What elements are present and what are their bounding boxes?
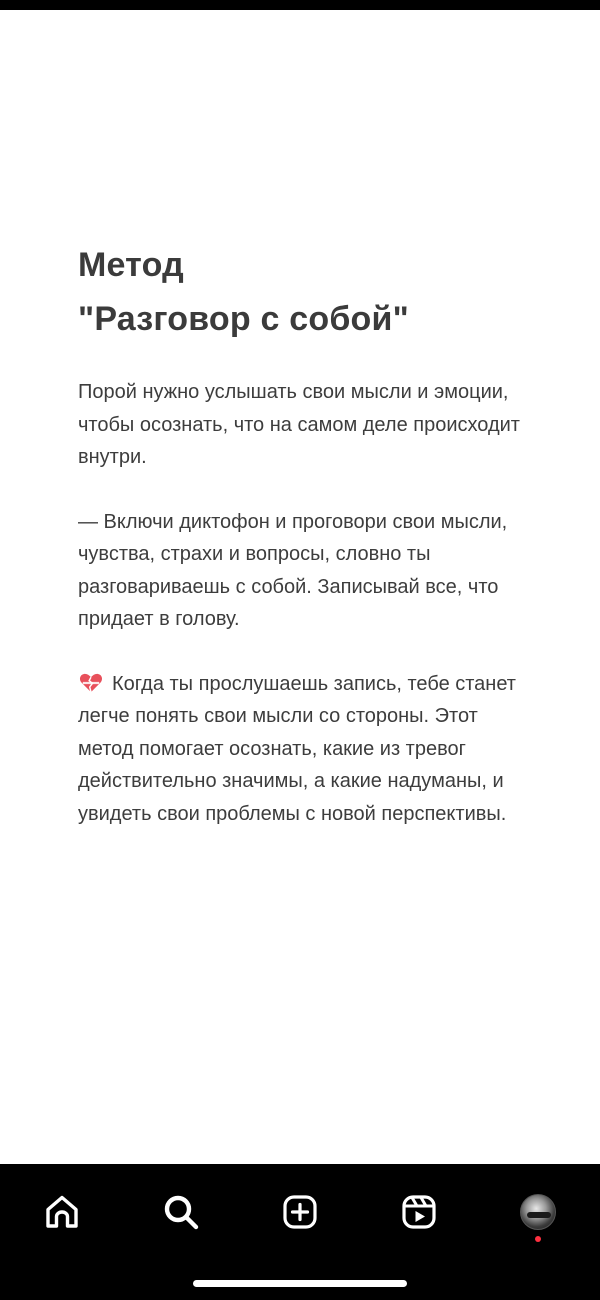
tab-search[interactable] [159,1190,203,1234]
home-indicator[interactable] [193,1280,407,1287]
post-title [78,238,538,346]
paragraph-instruction: — Включи диктофон и проговори свои мысли, чувства, страхи и вопросы, словно ты разговариваешь с собой. Записывай все, что придает в голову. [78,510,508,630]
tab-reels[interactable] [397,1190,441,1234]
search-icon [162,1193,200,1231]
home-icon [43,1193,81,1231]
reels-icon [400,1193,438,1231]
mending-heart-icon [78,673,104,693]
profile-notification-dot [535,1236,541,1242]
post-title-line-1: Метод [78,246,184,284]
paragraph-result-text: Когда ты прослушаешь запись, тебе станет легче понять свои мысли со стороны. Этот метод помогает осознать, какие из тревог действительно значимы, а какие надуманы, и увидеть свои проблемы с новой перспективы. [78,672,516,825]
tab-home[interactable] [40,1190,84,1234]
post-text [78,238,538,830]
paragraph-intro: Порой нужно услышать свои мысли и эмоции, чтобы осознать, что на самом деле происходит внутри. [78,381,520,468]
post-title-line-2: "Разговор с собой" [78,300,409,338]
plus-square-icon [281,1193,319,1231]
tab-create[interactable] [278,1190,322,1234]
tab-profile[interactable] [516,1190,560,1234]
avatar [520,1194,556,1230]
status-bar-strip [0,0,600,10]
paragraph-result [78,668,538,831]
